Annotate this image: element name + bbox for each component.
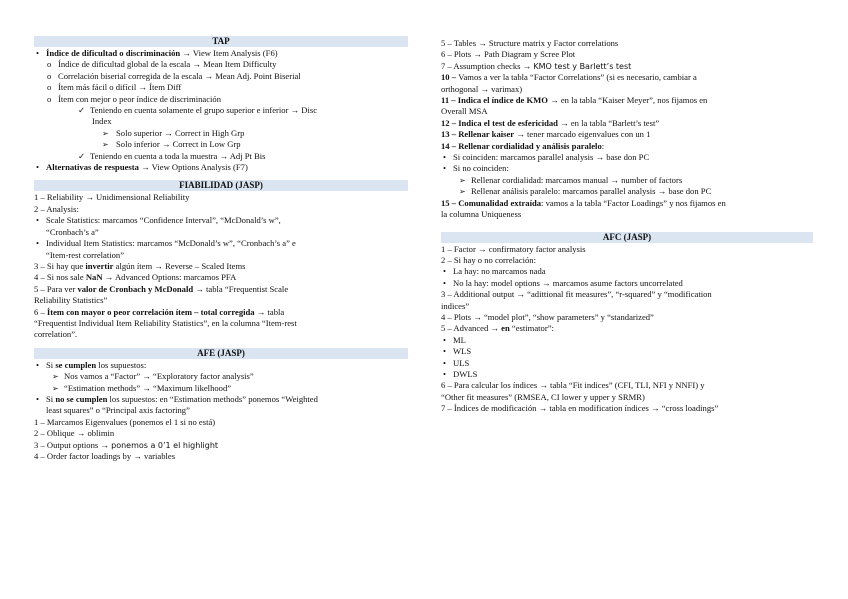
tap-line-1: • Índice de dificultad o discriminación → View Item Analysis (F6)	[34, 48, 408, 59]
fiab-line-6: 4 – Si nos sale NaN → Advanced Options: marcamos PFA	[34, 272, 237, 283]
fiab-line-2: 2 – Analysis:	[34, 203, 79, 214]
afe-line-12-cont: orthogonal → varimax)	[441, 83, 523, 94]
tap-line-6: ✓ Teniendo en cuenta solamente el grupo superior e inferior → Disc	[34, 105, 408, 116]
fiab-line-8-end: correlation”.	[34, 329, 78, 340]
section-header-tap: TAP	[34, 36, 408, 47]
afc-line-5: 3 – Additional output → “adittional fit measures”, “r-squared” y “modification	[441, 289, 712, 300]
tap-line-4: o Ítem más fácil o difícil → Ítem Diff	[34, 82, 408, 93]
tap-line-6-cont: Index	[92, 116, 112, 127]
left-column	[34, 36, 408, 462]
tap-line-5: o Ítem con mejor o peor índice de discriminación	[34, 94, 408, 105]
afc-estimator-uls: • ULS	[441, 358, 813, 369]
afe-line-13: 11 – Indica el índice de KMO → en la tabla “Kaiser Meyer”, nos fijamos en	[441, 95, 708, 106]
afc-line-2: 2 – Si hay o no correlación:	[441, 254, 536, 265]
afe-line-4: • Si no se cumplen los supuestos: en “Estimation methods” ponemos “Weighted	[34, 394, 408, 405]
afe-line-18: • Si no coinciden:	[441, 163, 813, 174]
section-header-fiabilidad: FIABILIDAD (JASP)	[34, 180, 408, 191]
fiab-line-7-cont: Reliability Statistics”	[34, 295, 108, 306]
afe-line-12: 10 – Vamos a ver la tabla “Factor Correlations” (si es necesario, cambiar a	[441, 72, 697, 83]
afe-line-14: 12 – Indica el test de esfericidad → en la tabla “Barlett’s test”	[441, 117, 660, 128]
afc-estimator-wls: • WLS	[441, 346, 813, 357]
afe-line-19: ➢ Rellenar cordialidad: marcamos manual → number of factors	[441, 175, 813, 186]
afe-line-1: • Si se cumplen los supuestos:	[34, 360, 408, 371]
afc-line-9: 7 – Índices de modificación → tabla en modification índices → “cross loadings”	[441, 403, 719, 414]
tap-line-3: o Correlación biserial corregida de la escala → Mean Adj. Point Biserial	[34, 71, 408, 82]
afe-line-10: 6 – Plots → Path Diagram y Scree Plot	[441, 49, 576, 60]
fiab-line-5: 3 – Si hay que invertir algún ítem → Reverse – Scaled Items	[34, 260, 246, 271]
afc-estimator-dwls: • DWLS	[441, 369, 813, 380]
afc-line-1: 1 – Factor → confirmatory factor analysis	[441, 243, 586, 254]
section-header-afe: AFE (JASP)	[34, 348, 408, 359]
afe-line-20: ➢ Rellenar análisis paralelo: marcamos parallel analysis → base don PC	[441, 186, 813, 197]
fiab-line-1: 1 – Reliability → Unidimensional Reliability	[34, 192, 190, 203]
tap-line-9: ✓ Teniendo en cuenta a toda la muestra → Adj Pt Bis	[34, 151, 408, 162]
tap-line-8: ➢ Solo inferior → Correct in Low Grp	[34, 139, 408, 150]
afe-line-3: ➢ “Estimation methods” → “Maximum likelhood”	[34, 383, 408, 394]
fiab-line-3: • Scale Statistics: marcamos “Confidence Interval”, “McDonald’s w”,	[34, 215, 408, 226]
fiab-line-8-cont: “Frequentist Individual Item Reliability Statistics”, en la columna “Item-rest	[34, 317, 297, 328]
afe-line-15: 13 – Rellenar kaiser → tener marcado eigenvalues con un 1	[441, 129, 651, 140]
afc-line-8-cont: “Other fit measures” (RMSEA, CI lower y upper y SRMR)	[441, 391, 645, 402]
afe-line-9: 5 – Tables → Structure matrix y Factor correlations	[441, 38, 619, 48]
afc-line-3: • La hay: no marcamos nada	[441, 266, 813, 277]
afe-line-4-cont: least squares” o “Principal axis factoring”	[46, 405, 190, 416]
right-column	[441, 38, 813, 415]
fiab-line-3-cont: “Cronbach’s a”	[46, 226, 99, 237]
afc-line-6: 4 – Plots → “model plot”, “show parameters” y “standarized”	[441, 311, 654, 322]
afe-line-17: • Si coinciden: marcamos parallel analysis → base don PC	[441, 152, 813, 163]
fiab-line-8: 6 – Ítem con mayor o peor correlación ítem – total corregida → tabla	[34, 306, 285, 317]
afe-line-6: 2 – Oblique → oblimin	[34, 428, 115, 439]
section-header-afc: AFC (JASP)	[441, 232, 813, 243]
afc-line-4: • No la hay: model options → marcamos asume factors uncorrelated	[441, 278, 813, 289]
afc-line-7: 5 – Advanced → en “estimator”:	[441, 323, 554, 334]
tap-line-10: • Alternativas de respuesta → View Options Analysis (F7)	[34, 162, 408, 173]
fiab-line-4: • Individual Item Statistics: marcamos “McDonald’s w”, “Cronbach’s a” e	[34, 238, 408, 249]
fiab-line-7: 5 – Para ver valor de Cronbach y McDonald → tabla “Frequentist Scale	[34, 283, 289, 294]
tap-line-2: o Índice de dificultad global de la escala → Mean Item Difficulty	[34, 59, 408, 70]
afc-estimator-ml: • ML	[441, 335, 813, 346]
afe-line-21-cont: la columna Uniqueness	[441, 209, 522, 220]
afe-line-13-cont: Overall MSA	[441, 106, 488, 117]
afe-line-11: 7 – Assumption checks → KMO test y Barlett’s test	[441, 60, 632, 71]
afe-line-8: 4 – Order factor loadings by → variables	[34, 451, 176, 461]
afe-line-5: 1 – Marcamos Eigenvalues (ponemos el 1 si no está)	[34, 416, 216, 427]
tap-line-7: ➢ Solo superior → Correct in High Grp	[34, 128, 408, 139]
afc-line-8: 6 – Para calcular los índices → tabla “Fit indices” (CFI, TLI, NFI y NNFI) y	[441, 380, 705, 391]
fiab-line-4-cont: “Item-rest correlation”	[46, 249, 125, 260]
afe-line-21: 15 – Comunalidad extraída: vamos a la tabla “Factor Loadings” y nos fijamos en	[441, 197, 726, 208]
afe-line-7: 3 – Output options → ponemos a 0’1 el highlight	[34, 439, 219, 450]
afe-line-16: 14 – Rellenar cordialidad y análisis paralelo:	[441, 140, 605, 151]
afc-line-5-cont: indices”	[441, 300, 470, 311]
afe-line-2: ➢ Nos vamos a “Factor” → “Exploratory factor analysis”	[34, 371, 408, 382]
